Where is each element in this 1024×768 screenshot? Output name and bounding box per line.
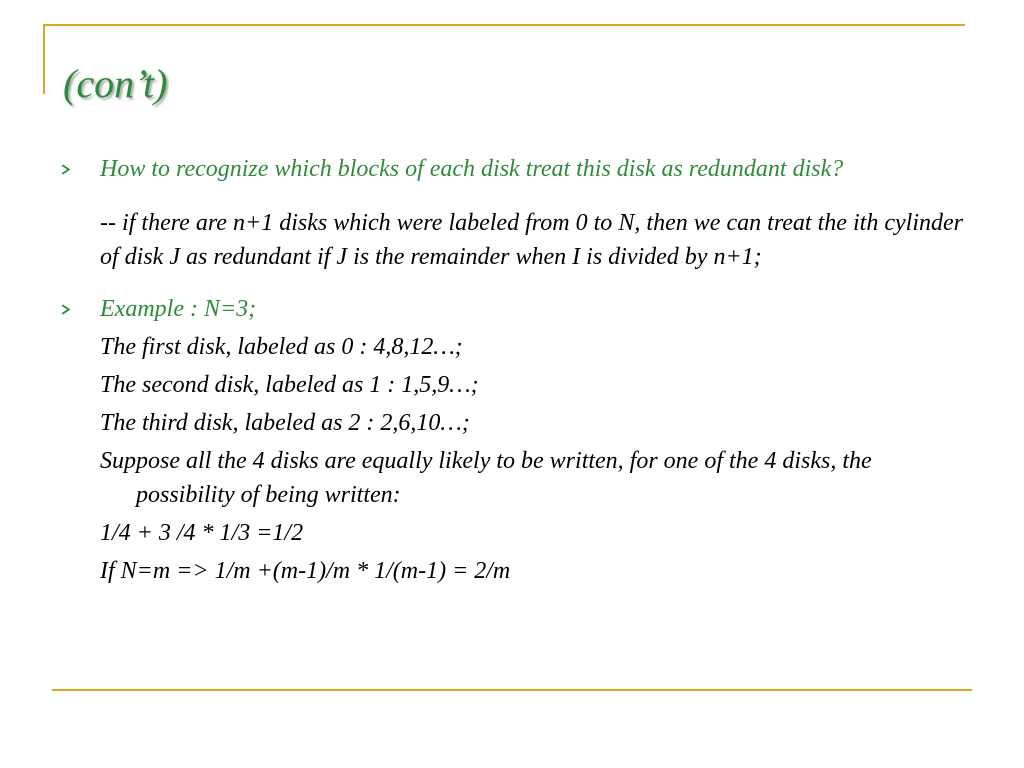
example-line-4: Suppose all the 4 disks are equally likely to be written, for one of the 4 disks, the possibility of being written:: [100, 448, 872, 508]
example-line-6: If N=m => 1/m +(m-1)/m * 1/(m-1) = 2/m: [100, 558, 511, 584]
bullet-text-1: How to recognize which blocks of each disk treat this disk as redundant disk?: [100, 156, 844, 182]
bottom-border-line: [52, 689, 972, 691]
bullet-text-2: Example : N=3;: [100, 296, 257, 322]
bullet-item-2: [100, 292, 963, 326]
example-line-5: 1/4 + 3 /4 * 1/3 =1/2: [100, 520, 304, 546]
bullet-item-1: [100, 152, 963, 186]
bullet-detail-1: -- if there are n+1 disks which were labeled from 0 to N, then we can treat the ith cylinder of disk J as redundant if J is the remainder when I is divided by n+1;: [100, 210, 963, 270]
left-border-line: [43, 24, 45, 94]
slide-title: (con’t): [63, 61, 168, 106]
arrow-bullet-icon: [60, 304, 71, 315]
slide-body: [100, 152, 963, 588]
example-line-3: The third disk, labeled as 2 : 2,6,10…;: [100, 410, 470, 436]
example-line-2: The second disk, labeled as 1 : 1,5,9…;: [100, 372, 479, 398]
example-line-1: The first disk, labeled as 0 : 4,8,12…;: [100, 334, 463, 360]
top-border-line: [43, 24, 965, 26]
arrow-bullet-icon: [60, 164, 71, 175]
